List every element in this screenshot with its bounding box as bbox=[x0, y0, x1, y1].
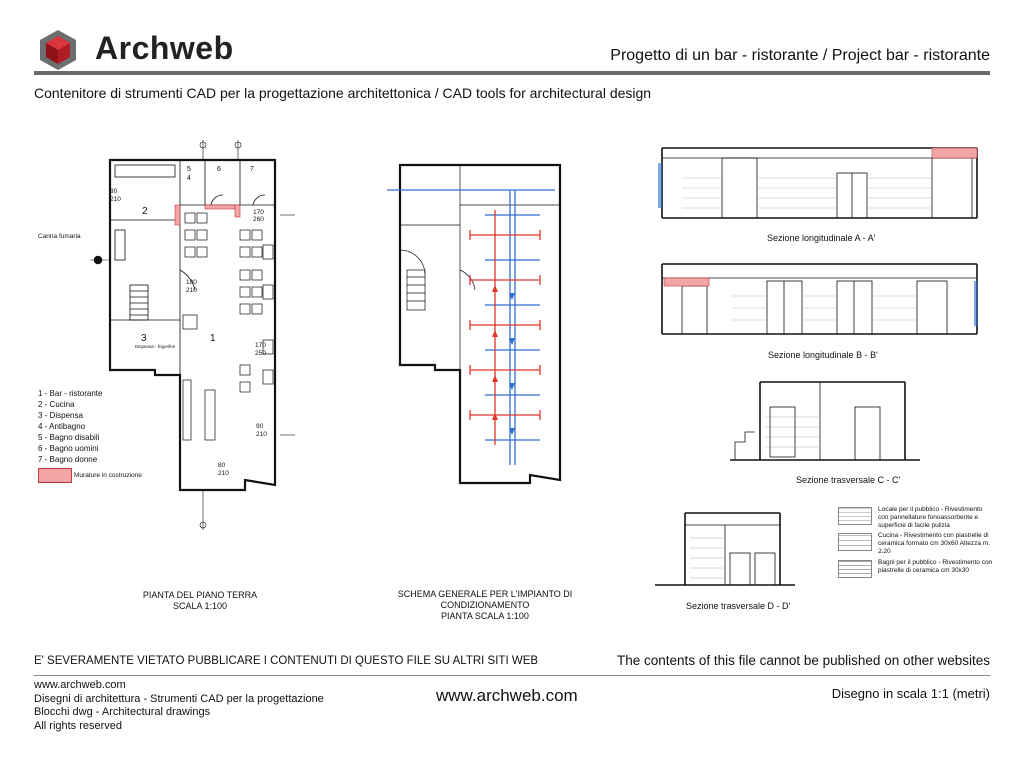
legend-item-6: 6 - Bagno uomini bbox=[38, 444, 99, 453]
room-4-number: 4 bbox=[187, 175, 191, 182]
notice-italian: E' SEVERAMENTE VIETATO PUBBLICARE I CONTENUTI DI QUESTO FILE SU ALTRI SITI WEB bbox=[34, 655, 539, 667]
dim-1: 80 bbox=[110, 188, 118, 195]
dim-11: 80 bbox=[218, 462, 226, 469]
footer-line-3: Blocchi dwg - Architectural drawings bbox=[34, 706, 211, 718]
section-c-drawing bbox=[730, 372, 920, 472]
legend-item-2: 2 - Cucina bbox=[38, 400, 75, 409]
header-divider bbox=[34, 71, 990, 75]
room-3-number: 3 bbox=[141, 333, 147, 344]
finish-swatch-3 bbox=[838, 560, 872, 578]
scale-note: Disegno in scala 1:1 (metri) bbox=[831, 686, 990, 701]
subtitle: Contenitore di strumenti CAD per la progettazione architettonica / CAD tools for architectural design bbox=[34, 85, 652, 101]
finish-key-2: Cucina - Rivestimento con piastrelle di ceramica formato cm 30x60 Altezza m. 2.20 bbox=[878, 532, 990, 555]
legend-item-3: 3 - Dispensa bbox=[38, 411, 83, 420]
footer-line-1[interactable]: www.archweb.com bbox=[34, 679, 126, 691]
section-b-drawing bbox=[652, 256, 987, 346]
dim-6: 260 bbox=[253, 216, 264, 223]
hvac-plan bbox=[365, 155, 575, 485]
finish-key-1: Locale per il pubblico - Rivestimento con pannellature fonoassorbente e superficie di facile pulizia bbox=[878, 506, 983, 529]
dim-4: 210 bbox=[186, 287, 197, 294]
finish-key-3: Bagni per il pubblico - Rivestimento con piastrelle di ceramica cm 30x30 bbox=[878, 559, 993, 574]
footer-line-4: All rights reserved bbox=[34, 719, 123, 732]
legend-item-1: 1 - Bar - ristorante bbox=[38, 389, 103, 398]
dim-7: 170 bbox=[255, 342, 266, 349]
hvac-title: SCHEMA GENERALE PER L'IMPIANTO DI CONDIZIONAMENTO bbox=[397, 589, 573, 610]
room-2-number: 2 bbox=[142, 206, 148, 217]
section-d-drawing bbox=[655, 503, 795, 598]
room-1-number: 1 bbox=[210, 333, 216, 344]
hatch-legend-label: Murature in costruzione bbox=[74, 472, 142, 479]
website-link[interactable]: www.archweb.com bbox=[436, 686, 578, 705]
room-6-number: 6 bbox=[217, 166, 221, 173]
hvac-scale: PIANTA SCALA 1:100 bbox=[441, 611, 529, 621]
room-7-number: 7 bbox=[250, 166, 254, 173]
pantry-label: Dispensa - frigoriferi bbox=[135, 344, 176, 349]
notice-english: The contents of this file cannot be published on other websites bbox=[617, 653, 990, 668]
legend-item-7: 7 - Bagno donne bbox=[38, 455, 98, 464]
plan-scale: SCALA 1:100 bbox=[172, 601, 228, 611]
dim-12: 210 bbox=[218, 470, 229, 477]
room-5-number: 5 bbox=[187, 166, 191, 173]
chimney-label: Canna fumaria bbox=[38, 233, 81, 240]
footer-divider bbox=[34, 675, 990, 676]
section-c-label: Sezione trasversale C - C' bbox=[796, 475, 901, 485]
finish-swatch-1 bbox=[838, 507, 872, 525]
section-a-drawing bbox=[652, 138, 987, 228]
dim-8: 250 bbox=[255, 350, 266, 357]
dim-9: 90 bbox=[256, 423, 264, 430]
brand-name: Archweb bbox=[95, 30, 234, 66]
legend-item-5: 5 - Bagno disabili bbox=[38, 433, 100, 442]
section-a-label: Sezione longitudinale A - A' bbox=[767, 233, 876, 243]
section-b-label: Sezione longitudinale B - B' bbox=[768, 350, 878, 360]
section-d-label: Sezione trasversale D - D' bbox=[686, 601, 791, 611]
footer-info bbox=[34, 679, 324, 733]
plan-title: PIANTA DEL PIANO TERRA bbox=[142, 590, 258, 600]
footer-line-2: Disegni di architettura - Strumenti CAD per la progettazione bbox=[34, 692, 324, 705]
dim-5: 170 bbox=[253, 209, 264, 216]
legend-item-4: 4 - Antibagno bbox=[38, 422, 86, 431]
project-title: Progetto di un bar - ristorante / Project bar - ristorante bbox=[610, 47, 990, 64]
dim-2: 210 bbox=[110, 196, 121, 203]
archweb-logo bbox=[38, 28, 78, 72]
dim-10: 210 bbox=[256, 431, 267, 438]
hatch-swatch bbox=[38, 468, 72, 483]
finish-swatch-2 bbox=[838, 533, 872, 551]
dim-3: 180 bbox=[186, 279, 197, 286]
